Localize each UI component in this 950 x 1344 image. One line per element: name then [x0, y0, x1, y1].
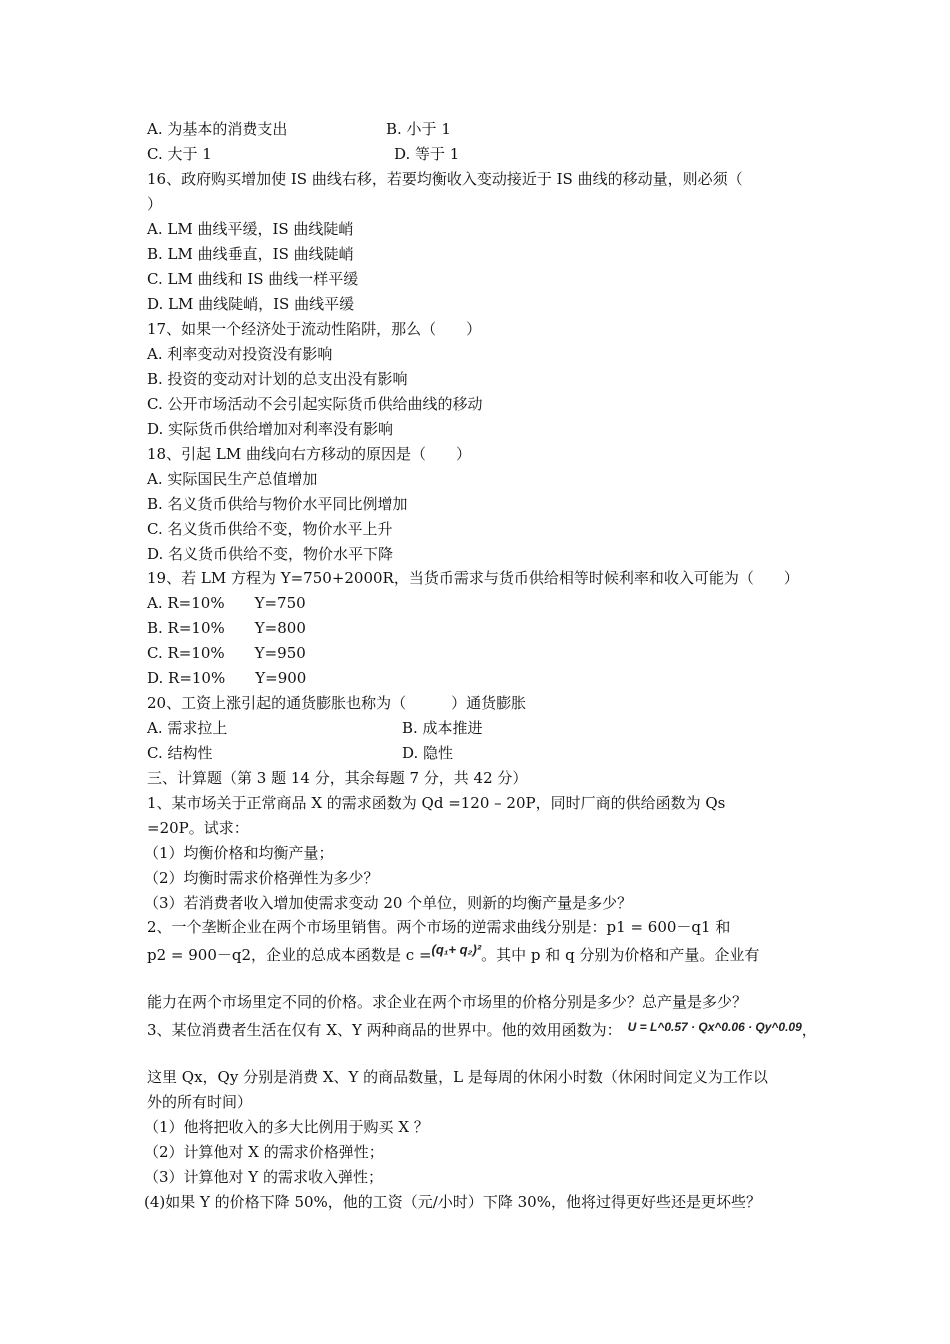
c2-stem-line2	[147, 942, 760, 965]
c2-stem-line3: 能力在两个市场里定不同的价格。求企业在两个市场里的价格分别是多少？总产量是多少？	[147, 993, 748, 1011]
q15-option-b: B. 小于 1	[386, 120, 451, 138]
c3-stem-line2: 这里 Qx，Qy 分别是消费 X、Y 的商品数量，L 是每周的休闲小时数（休闲时间定义为工作以	[147, 1068, 768, 1086]
q16-stem-line2: ）	[147, 195, 163, 213]
c3-stem-line1-text: 3、某位消费者生活在仅有 X、Y 两种商品的世界中。他的效用函数为：	[147, 1021, 622, 1039]
q16-stem-line1: 16、政府购买增加使 IS 曲线右移，若要均衡收入变动接近于 IS 曲线的移动量，则必须（	[147, 170, 743, 188]
c1-part1: （1）均衡价格和均衡产量；	[144, 844, 334, 862]
q16-option-c: C. LM 曲线和 IS 曲线一样平缓	[147, 270, 359, 288]
q18-option-a: A. 实际国民生产总值增加	[147, 470, 318, 488]
q15-option-c: C. 大于 1	[147, 145, 212, 163]
q15-option-a: A. 为基本的消费支出	[147, 120, 288, 138]
c3-part1: （1）他将把收入的多大比例用于购买 X ？	[144, 1118, 429, 1136]
q20-option-a: A. 需求拉上	[147, 719, 228, 737]
q17-option-b: B. 投资的变动对计划的总支出没有影响	[147, 370, 408, 388]
c3-part3: （3）计算他对 Y 的需求收入弹性；	[144, 1168, 383, 1186]
q16-option-d: D. LM 曲线陡峭，IS 曲线平缓	[147, 295, 355, 313]
q16-option-a: A. LM 曲线平缓，IS 曲线陡峭	[147, 220, 354, 238]
c1-stem-line2: =20P。试求：	[147, 819, 249, 837]
q18-option-d: D. 名义货币供给不变，物价水平下降	[147, 545, 394, 563]
c3-stem-line3: 外的所有时间）	[147, 1093, 253, 1111]
q18-stem: 18、引起 LM 曲线向右方移动的原因是（ ）	[147, 445, 471, 463]
q20-option-c: C. 结构性	[147, 744, 213, 762]
c1-part2: （2）均衡时需求价格弹性为多少？	[144, 869, 379, 887]
q20-stem: 20、工资上涨引起的通货膨胀也称为（ ）通货膨胀	[147, 694, 527, 712]
c3-part4: (4)如果 Y 的价格下降 50%，他的工资（元/小时）下降 30%，他将过得更好些还是更坏些？	[144, 1193, 761, 1211]
q17-option-c: C. 公开市场活动不会引起实际货币供给曲线的移动	[147, 395, 483, 413]
section3-heading: 三、计算题（第 3 题 14 分，其余每题 7 分，共 42 分）	[147, 769, 528, 787]
q19-option-b: B. R=10% Y=800	[147, 619, 306, 637]
c3-comma: ，	[801, 1021, 817, 1039]
c3-part2: （2）计算他对 X 的需求价格弹性；	[144, 1143, 384, 1161]
c2-cost-formula: (q₁+ q₂)²	[431, 942, 482, 957]
q19-stem: 19、若 LM 方程为 Y=750+2000R，当货币需求与货币供给相等时候利率和收入可能为（ ）	[147, 569, 799, 587]
c1-part3: （3）若消费者收入增加使需求变动 20 个单位，则新的均衡产量是多少？	[144, 894, 633, 912]
q17-stem: 17、如果一个经济处于流动性陷阱，那么（ ）	[147, 320, 482, 338]
q19-option-a: A. R=10% Y=750	[147, 594, 306, 612]
q17-option-a: A. 利率变动对投资没有影响	[147, 345, 333, 363]
q18-option-c: C. 名义货币供给不变，物价水平上升	[147, 520, 393, 538]
q15-option-d: D. 等于 1	[394, 145, 460, 163]
q20-option-d: D. 隐性	[402, 744, 454, 762]
c2-stem-line1: 2、一个垄断企业在两个市场里销售。两个市场的逆需求曲线分别是：p1 = 600－q1 和	[147, 918, 731, 936]
q18-option-b: B. 名义货币供给与物价水平同比例增加	[147, 495, 408, 513]
q20-option-b: B. 成本推进	[402, 719, 483, 737]
q19-option-d: D. R=10% Y=900	[147, 669, 307, 687]
q19-option-c: C. R=10% Y=950	[147, 644, 306, 662]
c2-stem-line2-start: p2 = 900－q2，企业的总成本函数是 c =	[147, 946, 432, 964]
c3-utility-formula: U = L^0.57 · Qx^0.06 · Qy^0.09	[627, 1020, 802, 1034]
q16-option-b: B. LM 曲线垂直，IS 曲线陡峭	[147, 245, 354, 263]
c2-stem-line2-end: 。其中 p 和 q 分别为价格和产量。企业有	[481, 946, 760, 964]
q17-option-d: D. 实际货币供给增加对利率没有影响	[147, 420, 394, 438]
c3-stem-line1	[147, 1020, 817, 1040]
c1-stem-line1: 1、某市场关于正常商品 X 的需求函数为 Qd =120 – 20P，同时厂商的供给函数为 Qs	[147, 794, 726, 812]
